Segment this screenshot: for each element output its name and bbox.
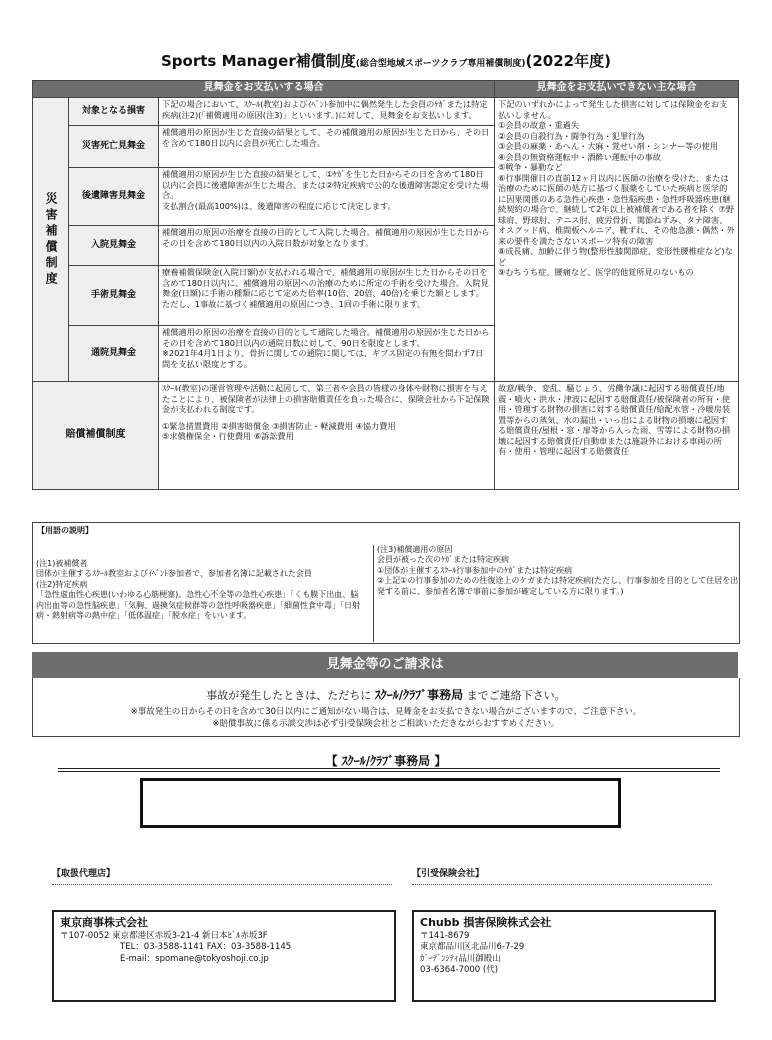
row-label: 通院見舞金 — [69, 326, 159, 382]
claim-box — [32, 678, 740, 737]
insurer-tel: 03-6364-7000 (代) — [420, 965, 499, 976]
liability-nopay: 故意/戦争、変乱、騒じょう、労働争議に起因する賠償責任/地震・噴火・洪水・津波に起因する賠償責任/被保険者の所有・使用・管理する財物の損害に対する賠償責任/給配水管・冷暖房装置等からの蒸気、水の漏出・いっ出による財物の損壊に起因する賠償責任/屋根・窓・扉等から入った雨、雪等による財物の損壊に起因する賠償責任/自動車または施設外における車両の所有・使用・管理に起因する賠償責任 — [495, 382, 739, 490]
row-label: 災害死亡見舞金 — [69, 126, 159, 168]
title-year: (2022年度) — [525, 52, 611, 70]
terms-heading: 【用語の説明】 — [37, 526, 93, 535]
agent-email: E-mail：spomane@tokyoshoji.co.jp — [120, 953, 269, 964]
title-sub: (総合型地域スポーツクラブ専用補償制度) — [355, 59, 526, 69]
insurer-name: Chubb 損害保険株式会社 — [420, 916, 552, 929]
office-divider — [58, 768, 720, 772]
row-text: 補償適用の原因が生じた直接の結果として、①ｹｶﾞを生じた日からその日を含めて180日以内に会員に後遺障害が生じた場合、または②特定疾病で公的な後遺障害認定を受けた場合。 支払割合(最高100%)は、後遺障害の程度に応じて決定します。 — [159, 168, 495, 226]
page-title — [0, 50, 772, 71]
agent-address: 〒107-0052 東京都港区赤坂3-21-4 新日本ﾋﾞﾙ赤坂3F — [60, 930, 268, 941]
insurer-card — [412, 910, 716, 1002]
accident-category: 災害補償制度 — [33, 98, 69, 382]
claim-bar: 見舞金等のご請求は — [32, 652, 738, 678]
liability-text: ｽｸｰﾙ(教室)の運営管理や活動に起因して、第三者や会員の皆様の身体や財物に損害を与えたことにより、被保険者が法律上の損害賠償責任を負った場合に、保険会社から下記保険金が支払われる制度です。 — [162, 383, 490, 414]
insurer-heading: 【引受保険会社】 — [412, 869, 485, 879]
liability-cell — [159, 382, 495, 490]
agent-divider — [52, 884, 392, 885]
row-label: 入院見舞金 — [69, 226, 159, 266]
insurer-zip: 〒141-8679 — [420, 930, 470, 941]
title-main: Sports Manager補償制度 — [161, 52, 356, 70]
row-label: 手術見舞金 — [69, 266, 159, 326]
row-label: 対象となる損害 — [69, 98, 159, 126]
terms-box — [32, 522, 740, 644]
insurer-divider — [412, 884, 712, 885]
office-stamp-box — [140, 778, 621, 828]
row-text: 下記の場合において、ｽｸｰﾙ(教室)およびｲﾍﾞﾝﾄ参加中に偶然発生した会員のｹｶﾞまたは特定疾病(注2)(「補償適用の原因(注3)」といいます。)に対して、見舞金をお支払いします。 — [159, 98, 495, 126]
row-label: 後遺障害見舞金 — [69, 168, 159, 226]
row-text: 補償適用の原因の治療を直接の目的として通院した場合。補償適用の原因が生じた日からその日を含めて180日以内の通院日数に対して、90日を限度とします。 ※2021年4月1日より、骨折に関しての通院に関しては、ギプス固定の有無を問わず7日間を支払い限度とする。 — [159, 326, 495, 382]
insurer-building: ｶﾞｰﾃﾞﾝｼﾃｨ品川御殿山 — [420, 953, 501, 964]
header-nopay: 見舞金をお支払いできない主な場合 — [495, 81, 739, 98]
row-text: 補償適用の原因の治療を直接の目的として入院した場合。補償適用の原因が生じた日からその日を含めて180日以内の入院日数が対象となります。 — [159, 226, 495, 266]
terms-right: (注3)補償適用の原因 会員が被った次のｹｶﾞまたは特定疾病 ①団体が主催するｽｸｰﾙ行事参加中のｹｶﾞまたは特定疾病 ②上記①の行事参加のための往復途上のケガまたは特定疾病(ただし、行事参加を目的として住居を出発する前に、参加者名簿で事前に参加が確定している方に限ります。) — [373, 545, 739, 642]
agent-card — [52, 910, 396, 1002]
claim-instruction: 事故が発生したときは、ただちに ｽｸｰﾙ/ｸﾗﾌﾞ事務局 までご連絡下さい。 — [206, 688, 566, 702]
nopay-text: 下記のいずれかによって発生した損害に対しては保険金をお支払いしません。 ①会員の故意・重過失 ②会員の自殺行為・闘争行為・犯罪行為 ③会員の麻薬・あへん・大麻・覚せい剤・シンナー等の使用 ④会員の無資格運転中・酒酔い運転中の事故 ⑤戦争・暴動など ⑥行事開催日の直前12ヶ月以内に医師の治療を受けた、または治療のために医師の処方に基づく服薬をしていた疾病と医学的に因果関係のある急性心疾患・急性脳疾患・急性呼吸器疾患(継続契約の場合で、継続して2年以上被補償者である者を除く ⑦野球肩、野球肘、テニス肘、疲労骨折、関節ねずみ、タナ障害、オスグッド病、椎間板ヘルニア、靴ずれ、その他急激・偶然・外来の要件を満たさないスポーツ特有の障害 ⑧成長痛、加齢に伴う物(整形性膝関節症、変形性腰椎症など)など ⑨むちうち症、腰痛など、医学的他覚所見のないもの — [495, 98, 739, 382]
row-text: 補償適用の原因が生じた直接の結果として、その補償適用の原因が生じた日から、その日を含めて180日以内に会員が死亡した場合。 — [159, 126, 495, 168]
agent-name: 東京商事株式会社 — [60, 916, 148, 929]
insurer-address: 東京都品川区北品川6-7-29 — [420, 942, 525, 953]
header-pay: 見舞金をお支払いする場合 — [33, 81, 495, 98]
office-heading: 【 ｽｸｰﾙ/ｸﾗﾌﾞ事務局 】 — [325, 754, 447, 768]
row-text: 療養補償保険金(入院日額)が支払われる場合で、補償適用の原因が生じた日からその日を含めて180日以内に、補償適用の原因への治療のために所定の手術を受けた場合。入院見舞金(日額)に手術の種類に応じて定めた倍率(10倍、20倍、40倍)を乗じた額とします。ただし、1事故に基づく補償適用の原因につき、1回の手術に限ります。 — [159, 266, 495, 326]
terms-left: (注1)被補償者 団体が主催するｽｸｰﾙ教室およびｲﾍﾞﾝﾄ参加者で、参加者名簿に記載された会員 (注2)特定疾病 「急性虚血性心疾患(いわゆる心筋梗塞)、急性心不全等の急性心疾患」「くも膜下出血、脳内出血等の急性脳疾患」「気胸、過換気症候群等の急性呼吸器疾患」「細菌性食中毒」「日射病・熱射病等の熱中症」「低体温症」「脱水症」をいいます。 — [36, 559, 360, 620]
claim-note-1: ※事故発生の日からその日を含めて30日以内にご通知がない場合は、見舞金をお支払できない場合がございますので、ご注意下さい。 — [130, 707, 642, 717]
coverage-table — [32, 80, 739, 490]
liability-label: 賠償補償制度 — [33, 382, 159, 490]
claim-note-2: ※賠償事故に係る示談交渉は必ず引受保険会社とご相談いただきながらおすすめください。 — [212, 719, 560, 729]
agent-tel: TEL：03-3588-1141 FAX：03-3588-1145 — [120, 942, 292, 953]
liability-items: ①緊急措置費用 ②損害賠償金 ③損害防止・軽減費用 ④協力費用 ⑤求償権保全・行使費用 ⑥訴訟費用 — [162, 420, 396, 441]
agent-heading: 【取扱代理店】 — [52, 869, 116, 879]
